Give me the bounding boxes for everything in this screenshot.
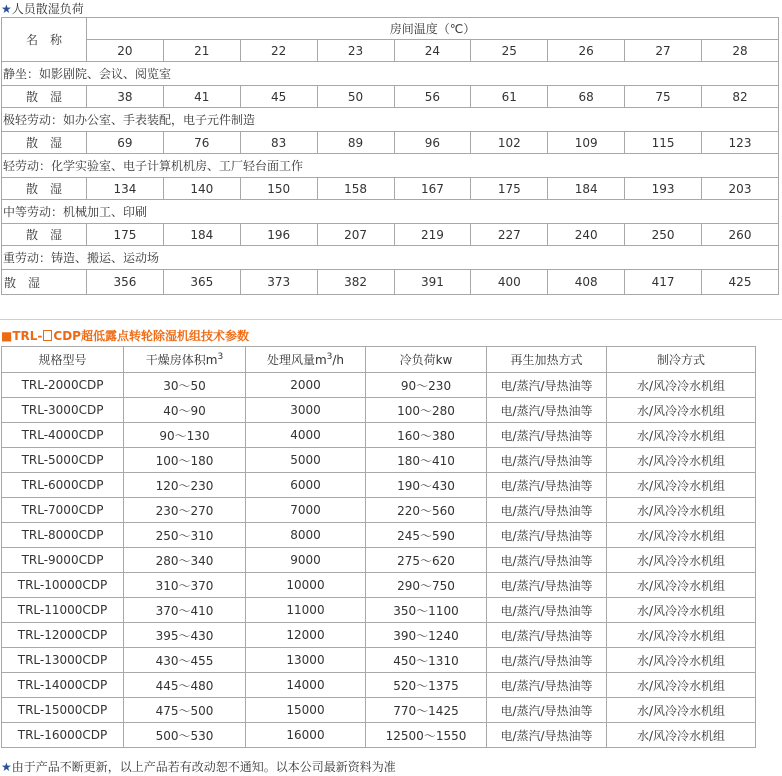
cell-airflow: 4000 [246,423,366,448]
moisture-value: 69 [87,132,164,154]
name-header: 名 称 [2,18,87,62]
cell-volume: 475～500 [124,698,246,723]
moisture-value: 68 [548,86,625,108]
cell-airflow: 9000 [246,548,366,573]
moisture-value: 167 [394,178,471,200]
cell-cooling: 245～590 [366,523,487,548]
cell-cooling: 90～230 [366,373,487,398]
cell-cooling: 220～560 [366,498,487,523]
cell-model: TRL-3000CDP [2,398,124,423]
moisture-value: 196 [240,224,317,246]
cell-regen: 电/蒸汽/导热油等 [487,723,607,748]
moisture-row [2,178,779,200]
cell-model: TRL-6000CDP [2,473,124,498]
footnote [1,759,396,775]
moisture-value: 365 [163,270,240,295]
category-name: 重劳动：铸造、搬运、运动场 [2,246,779,270]
cell-regen: 电/蒸汽/导热油等 [487,373,607,398]
moisture-row [2,86,779,108]
table-row [2,373,756,398]
star-icon: ★ [1,760,12,774]
cell-volume: 500～530 [124,723,246,748]
cell-refrig: 水/风冷冷水机组 [607,623,756,648]
table-row [2,473,756,498]
moisture-label: 散 湿 [2,270,87,295]
header-refrig: 制冷方式 [607,347,756,373]
moisture-value: 193 [625,178,702,200]
table-row [2,698,756,723]
cell-regen: 电/蒸汽/导热油等 [487,473,607,498]
moisture-value: 425 [702,270,779,295]
cell-refrig: 水/风冷冷水机组 [607,723,756,748]
table-row [2,523,756,548]
cell-airflow: 6000 [246,473,366,498]
cell-model: TRL-9000CDP [2,548,124,573]
cell-model: TRL-12000CDP [2,623,124,648]
temperature-cell: 26 [548,40,625,62]
cell-model: TRL-16000CDP [2,723,124,748]
cell-cooling: 390～1240 [366,623,487,648]
cell-model: TRL-7000CDP [2,498,124,523]
cell-refrig: 水/风冷冷水机组 [607,398,756,423]
cell-model: TRL-11000CDP [2,598,124,623]
moisture-value: 158 [317,178,394,200]
cell-volume: 30～50 [124,373,246,398]
cell-airflow: 16000 [246,723,366,748]
moisture-value: 240 [548,224,625,246]
cell-volume: 100～180 [124,448,246,473]
category-row [2,108,779,132]
category-name: 静坐：如影剧院、会议、阅览室 [2,62,779,86]
cell-regen: 电/蒸汽/导热油等 [487,573,607,598]
moisture-value: 391 [394,270,471,295]
temperature-cell: 25 [471,40,548,62]
cell-regen: 电/蒸汽/导热油等 [487,623,607,648]
cell-cooling: 12500～1550 [366,723,487,748]
moisture-load-table [1,17,779,295]
cell-volume: 395～430 [124,623,246,648]
moisture-value: 227 [471,224,548,246]
moisture-row [2,224,779,246]
category-row [2,200,779,224]
moisture-value: 140 [163,178,240,200]
category-name: 轻劳动：化学实验室、电子计算机机房、工厂轻台面工作 [2,154,779,178]
placeholder-box-icon [43,330,52,341]
section2-title-text: CDP超低露点转轮除湿机组技术参数 [53,329,249,343]
header-model: 规格型号 [2,347,124,373]
moisture-value: 38 [87,86,164,108]
table-row [2,623,756,648]
cell-model: TRL-2000CDP [2,373,124,398]
table-row [2,573,756,598]
cell-regen: 电/蒸汽/导热油等 [487,648,607,673]
moisture-value: 356 [87,270,164,295]
category-row [2,154,779,178]
cell-volume: 310～370 [124,573,246,598]
cell-volume: 370～410 [124,598,246,623]
cell-regen: 电/蒸汽/导热油等 [487,398,607,423]
moisture-value: 175 [471,178,548,200]
moisture-value: 400 [471,270,548,295]
moisture-value: 382 [317,270,394,295]
cell-airflow: 14000 [246,673,366,698]
table-row [2,398,756,423]
star-icon: ★ [1,2,12,16]
table-row [2,598,756,623]
header-cooling: 冷负荷kw [366,347,487,373]
moisture-value: 417 [625,270,702,295]
cell-refrig: 水/风冷冷水机组 [607,648,756,673]
cell-refrig: 水/风冷冷水机组 [607,473,756,498]
moisture-value: 408 [548,270,625,295]
cell-airflow: 12000 [246,623,366,648]
specs-table [1,346,756,748]
category-row [2,246,779,270]
cell-airflow: 5000 [246,448,366,473]
moisture-value: 207 [317,224,394,246]
cell-airflow: 13000 [246,648,366,673]
temperature-cell: 23 [317,40,394,62]
cell-cooling: 160～380 [366,423,487,448]
moisture-value: 45 [240,86,317,108]
cell-volume: 445～480 [124,673,246,698]
cell-regen: 电/蒸汽/导热油等 [487,673,607,698]
moisture-label: 散 湿 [2,224,87,246]
table-row [2,498,756,523]
cell-model: TRL-13000CDP [2,648,124,673]
cell-refrig: 水/风冷冷水机组 [607,673,756,698]
header-regen: 再生加热方式 [487,347,607,373]
section2-prefix: ■TRL- [1,329,43,343]
cell-airflow: 11000 [246,598,366,623]
moisture-row [2,132,779,154]
temperature-cell: 22 [240,40,317,62]
cell-airflow: 3000 [246,398,366,423]
moisture-value: 96 [394,132,471,154]
cell-refrig: 水/风冷冷水机组 [607,423,756,448]
category-name: 中等劳动：机械加工、印刷 [2,200,779,224]
moisture-value: 82 [702,86,779,108]
cell-refrig: 水/风冷冷水机组 [607,573,756,598]
moisture-label: 散 湿 [2,132,87,154]
table-row [2,673,756,698]
temperature-cell: 28 [702,40,779,62]
moisture-value: 203 [702,178,779,200]
cell-regen: 电/蒸汽/导热油等 [487,598,607,623]
category-row [2,62,779,86]
moisture-value: 123 [702,132,779,154]
temperature-row [2,40,779,62]
cell-refrig: 水/风冷冷水机组 [607,373,756,398]
cell-airflow: 2000 [246,373,366,398]
footnote-text: 由于产品不断更新，以上产品若有改动恕不通知。以本公司最新资料为准 [11,760,396,774]
cell-cooling: 520～1375 [366,673,487,698]
cell-cooling: 100～280 [366,398,487,423]
moisture-label: 散 湿 [2,178,87,200]
moisture-value: 61 [471,86,548,108]
moisture-value: 175 [87,224,164,246]
cell-regen: 电/蒸汽/导热油等 [487,498,607,523]
header-airflow: 处理风量$m^3/h$ [246,347,366,373]
cell-model: TRL-4000CDP [2,423,124,448]
cell-cooling: 350～1100 [366,598,487,623]
cell-regen: 电/蒸汽/导热油等 [487,423,607,448]
specs-header-row [2,347,756,373]
cell-volume: 120～230 [124,473,246,498]
moisture-value: 250 [625,224,702,246]
moisture-value: 150 [240,178,317,200]
cell-volume: 430～455 [124,648,246,673]
cell-cooling: 770～1425 [366,698,487,723]
moisture-value: 260 [702,224,779,246]
moisture-value: 75 [625,86,702,108]
moisture-value: 219 [394,224,471,246]
table-row [2,448,756,473]
table-row [2,423,756,448]
cell-refrig: 水/风冷冷水机组 [607,523,756,548]
cell-regen: 电/蒸汽/导热油等 [487,548,607,573]
table-row [2,548,756,573]
moisture-value: 50 [317,86,394,108]
cell-model: TRL-8000CDP [2,523,124,548]
cell-model: TRL-10000CDP [2,573,124,598]
cell-model: TRL-14000CDP [2,673,124,698]
section1-title-text: 人员散湿负荷 [11,2,84,16]
moisture-value: 134 [87,178,164,200]
section2-title [1,328,249,344]
section1-title [1,1,84,17]
cell-refrig: 水/风冷冷水机组 [607,448,756,473]
temperature-cell: 20 [87,40,164,62]
cell-model: TRL-15000CDP [2,698,124,723]
moisture-value: 56 [394,86,471,108]
moisture-value: 89 [317,132,394,154]
table-row [2,723,756,748]
header-volume: 干燥房体积$m^3$ [124,347,246,373]
section-divider [0,319,782,320]
moisture-value: 115 [625,132,702,154]
moisture-row [2,270,779,295]
cell-refrig: 水/风冷冷水机组 [607,498,756,523]
cell-cooling: 290～750 [366,573,487,598]
moisture-label: 散 湿 [2,86,87,108]
cell-regen: 电/蒸汽/导热油等 [487,448,607,473]
cell-volume: 90～130 [124,423,246,448]
moisture-value: 83 [240,132,317,154]
moisture-value: 373 [240,270,317,295]
cell-airflow: 15000 [246,698,366,723]
cell-airflow: 8000 [246,523,366,548]
cell-airflow: 10000 [246,573,366,598]
cell-cooling: 190～430 [366,473,487,498]
cell-refrig: 水/风冷冷水机组 [607,598,756,623]
moisture-value: 184 [548,178,625,200]
cell-volume: 280～340 [124,548,246,573]
cell-regen: 电/蒸汽/导热油等 [487,698,607,723]
cell-cooling: 275～620 [366,548,487,573]
cell-volume: 230～270 [124,498,246,523]
cell-volume: 250～310 [124,523,246,548]
cell-refrig: 水/风冷冷水机组 [607,548,756,573]
cell-airflow: 7000 [246,498,366,523]
cell-model: TRL-5000CDP [2,448,124,473]
cell-regen: 电/蒸汽/导热油等 [487,523,607,548]
moisture-value: 76 [163,132,240,154]
temperature-header: 房间温度（℃） [87,18,779,40]
cell-refrig: 水/风冷冷水机组 [607,698,756,723]
temperature-cell: 24 [394,40,471,62]
cell-cooling: 450～1310 [366,648,487,673]
cell-volume: 40～90 [124,398,246,423]
category-name: 极轻劳动：如办公室、手表装配，电子元件制造 [2,108,779,132]
temperature-cell: 27 [625,40,702,62]
table-row [2,648,756,673]
moisture-value: 184 [163,224,240,246]
moisture-value: 109 [548,132,625,154]
temperature-cell: 21 [163,40,240,62]
cell-cooling: 180～410 [366,448,487,473]
moisture-value: 102 [471,132,548,154]
moisture-value: 41 [163,86,240,108]
